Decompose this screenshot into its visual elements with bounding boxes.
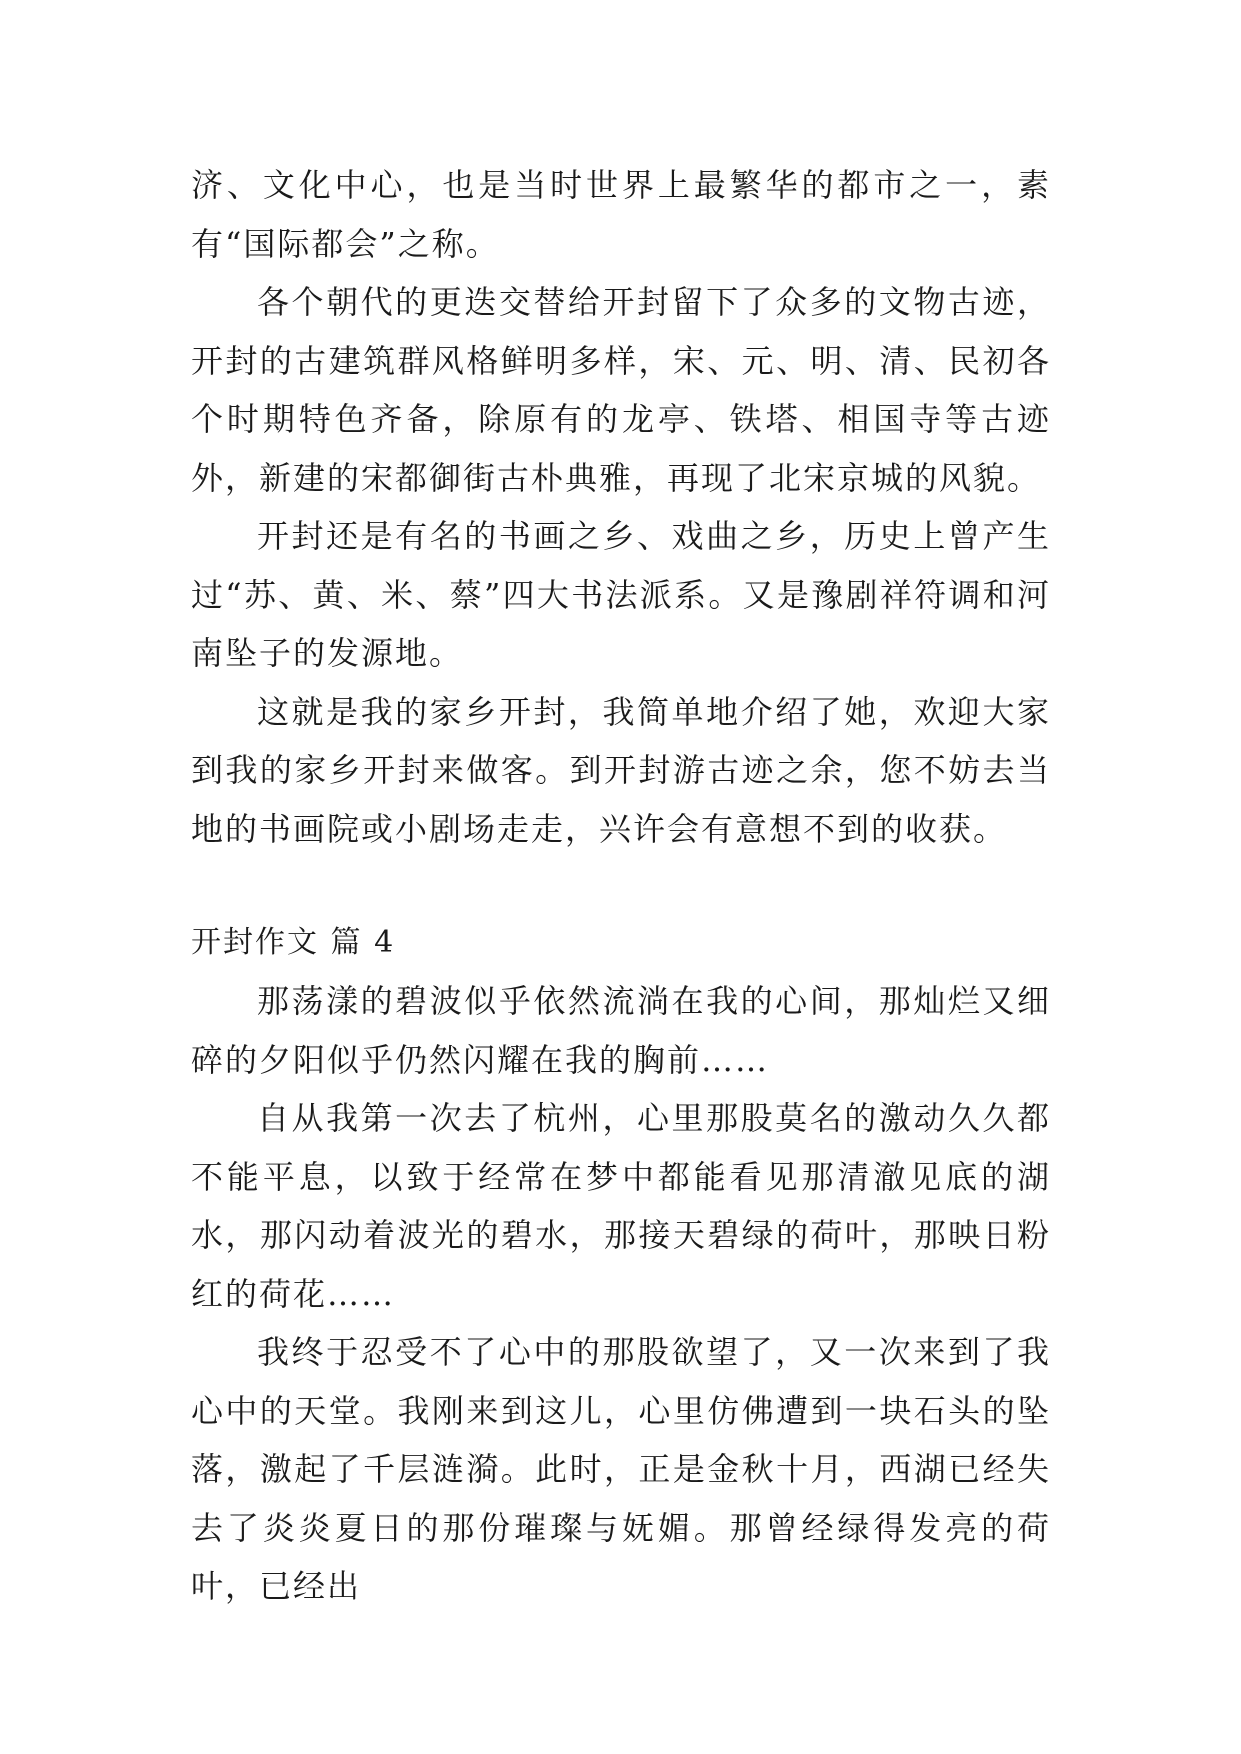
paragraph: 各个朝代的更迭交替给开封留下了众多的文物古迹，开封的古建筑群风格鲜明多样，宋、元、明、清、民初各个时期特色齐备，除原有的龙亭、铁塔、相国寺等古迹外，新建的宋都御街古朴典雅，再现了北宋京城的风貌。 [191, 283, 1051, 497]
section-heading: 开封作文 篇 4 [191, 925, 396, 960]
paragraph: 开封还是有名的书画之乡、戏曲之乡，历史上曾产生过“苏、黄、米、蔡”四大书法派系。又是豫剧祥符调和河南坠子的发源地。 [191, 517, 1051, 672]
paragraph: 我终于忍受不了心中的那股欲望了，又一次来到了我心中的天堂。我刚来到这儿，心里仿佛遭到一块石头的坠落，激起了千层涟漪。此时，正是金秋十月，西湖已经失去了炎炎夏日的那份璀璨与妩媚。那曾经绿得发亮的荷叶，已经出 [191, 1333, 1051, 1605]
paragraph: 那荡漾的碧波似乎依然流淌在我的心间，那灿烂又细碎的夕阳似乎仍然闪耀在我的胸前…… [191, 982, 1051, 1079]
paragraph: 自从我第一次去了杭州，心里那股莫名的激动久久都不能平息，以致于经常在梦中都能看见那清澈见底的湖水，那闪动着波光的碧水，那接天碧绿的荷叶，那映日粉红的荷花…… [191, 1099, 1051, 1313]
paragraph: 济、文化中心，也是当时世界上最繁华的都市之一，素有“国际都会”之称。 [191, 166, 1051, 263]
paragraph: 这就是我的家乡开封，我简单地介绍了她，欢迎大家到我的家乡开封来做客。到开封游古迹之余，您不妨去当地的书画院或小剧场走走，兴许会有意想不到的收获。 [191, 692, 1051, 848]
essay-4-body [191, 972, 1051, 1616]
essay-3-continuation [191, 156, 1051, 858]
